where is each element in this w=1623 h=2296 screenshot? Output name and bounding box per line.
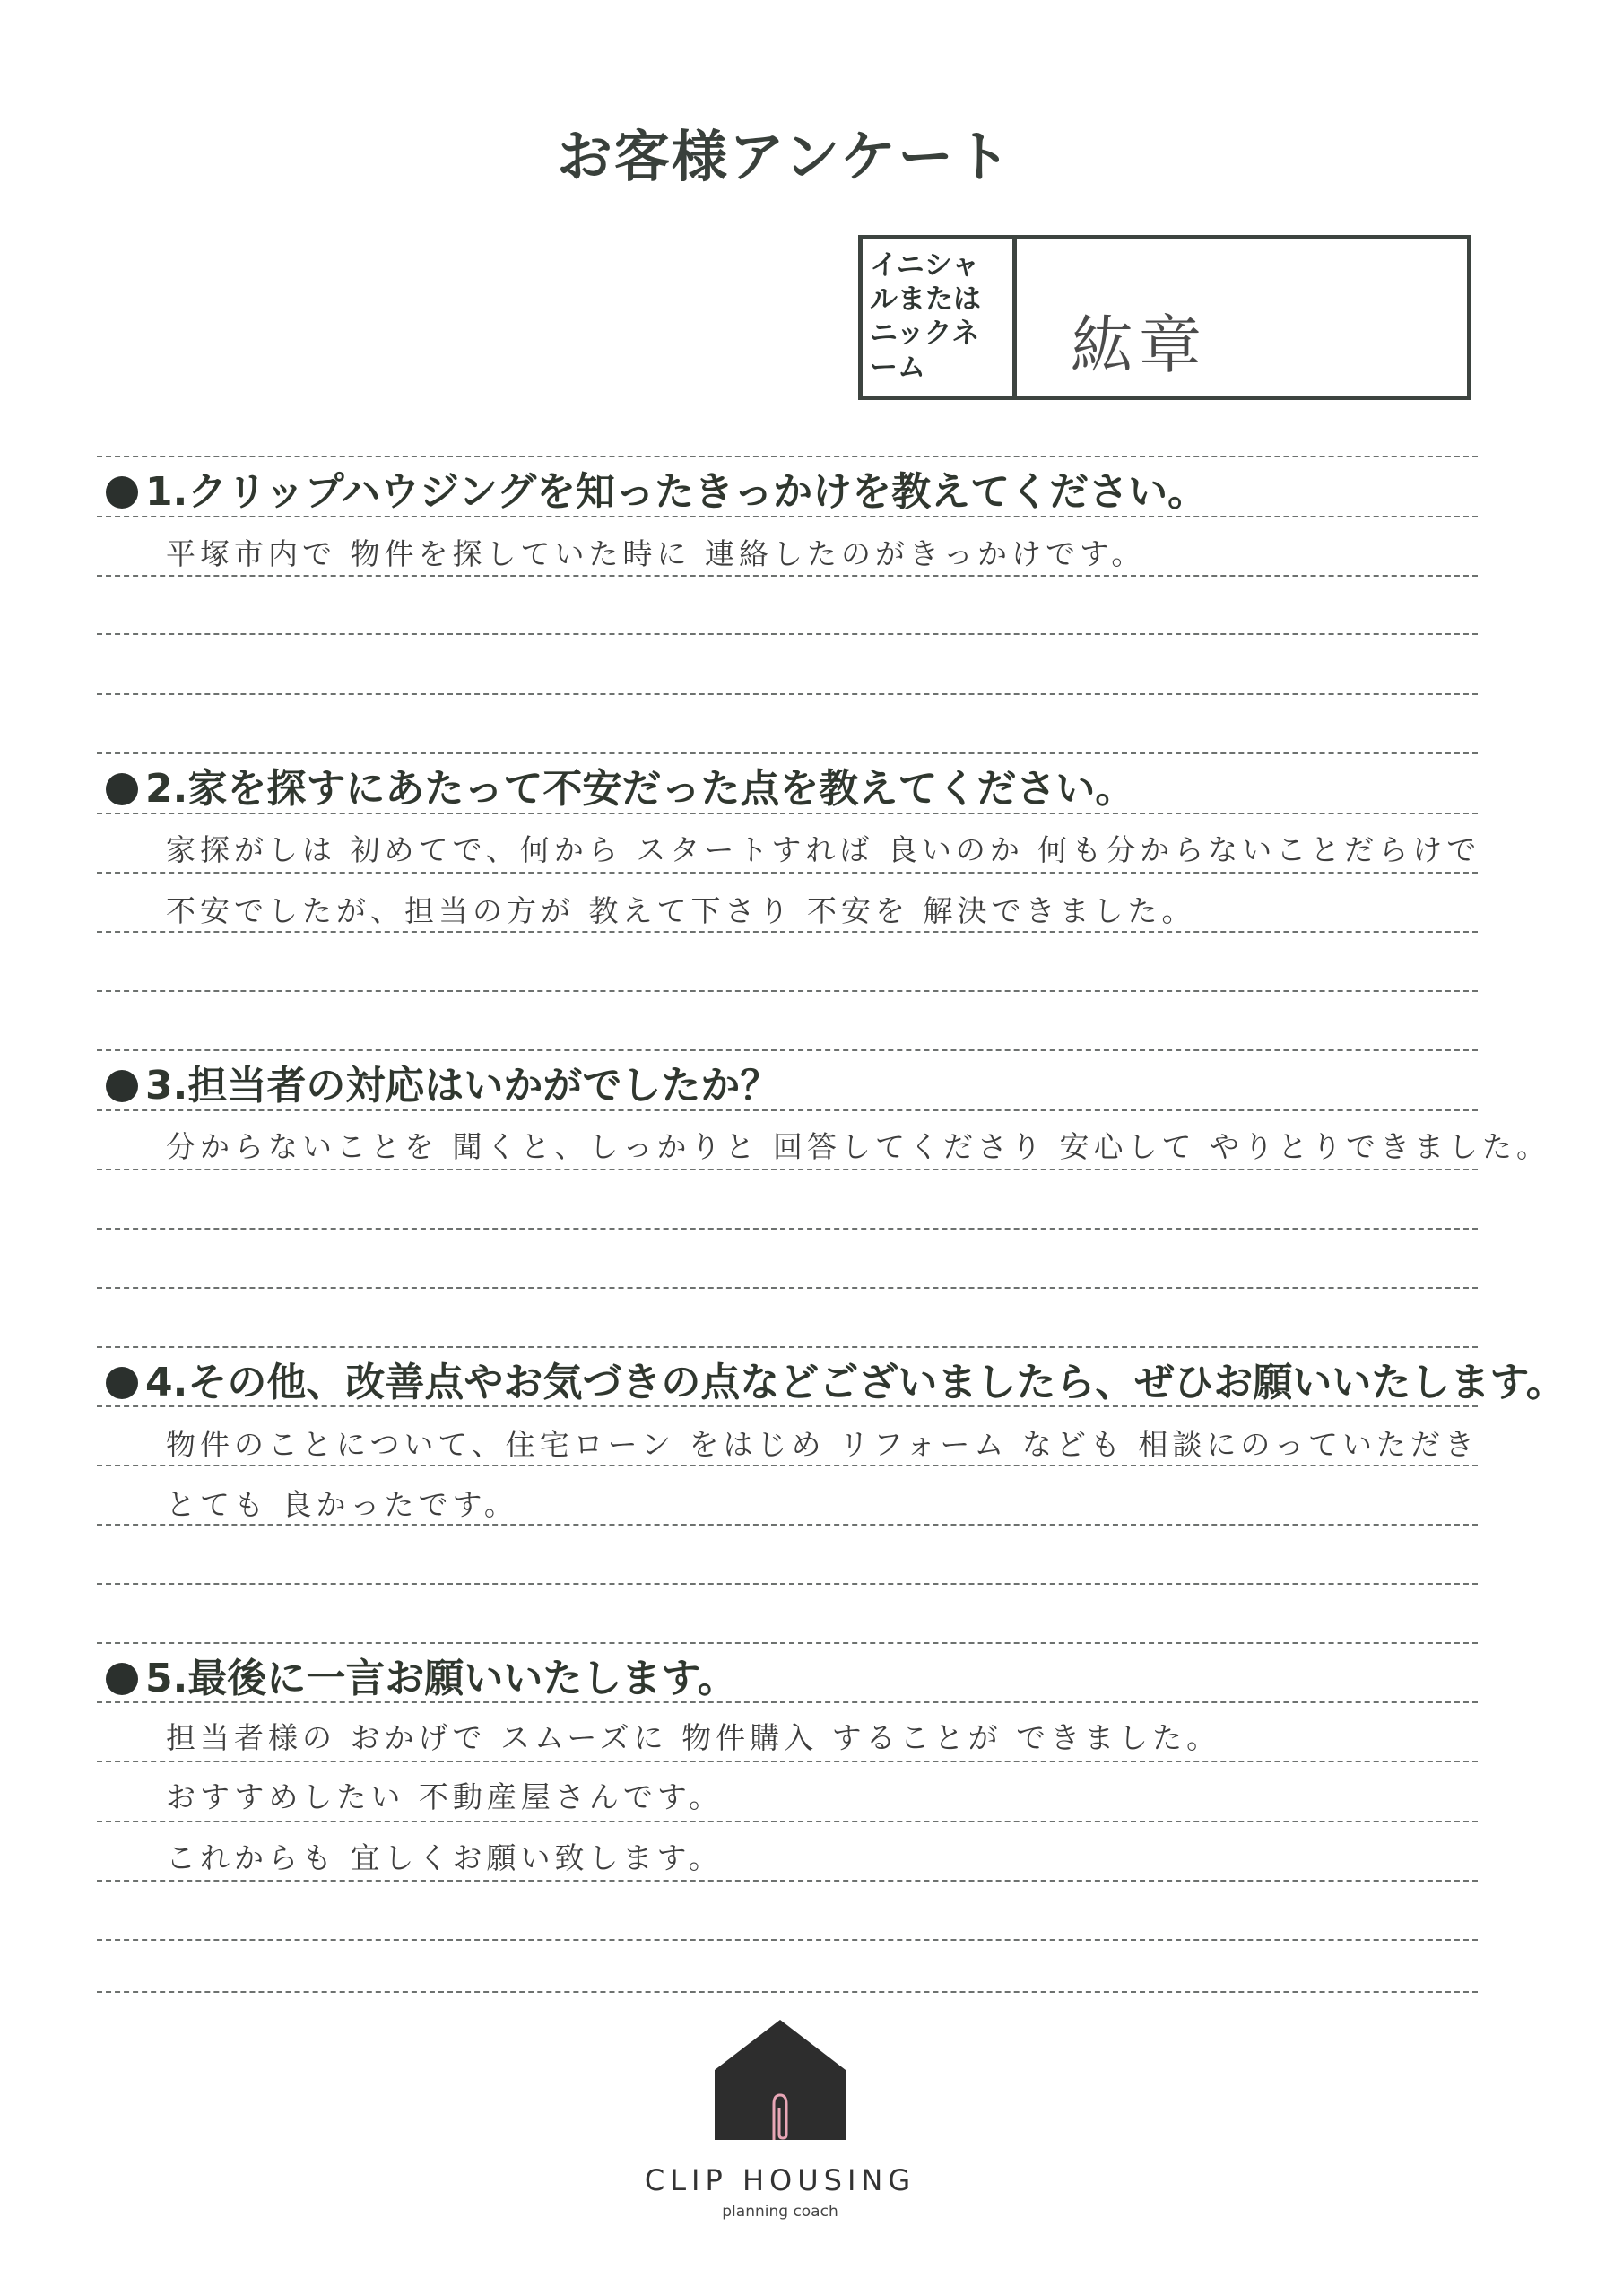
name-box: [858, 235, 1471, 400]
question-1-text: 1.クリップハウジングを知ったきっかけを教えてください。: [145, 469, 1208, 515]
dashed-rule: [97, 1701, 1478, 1703]
answer-1-line-1: 平塚市内で 物件を探していた時に 連絡したのがきっかけです。: [166, 536, 1146, 571]
bullet-icon: [106, 1070, 138, 1102]
dashed-rule: [97, 1821, 1478, 1822]
dashed-rule: [97, 1761, 1478, 1762]
answer-5-line-2: おすすめしたい 不動産屋さんです。: [166, 1779, 724, 1814]
answer-3-line-1: 分からないことを 聞くと、しっかりと 回答してくださり 安心して やりとりできました。: [166, 1129, 1550, 1164]
dashed-rule: [97, 1465, 1478, 1466]
dashed-rule: [97, 1049, 1478, 1051]
dashed-rule: [97, 456, 1478, 457]
bullet-icon: [106, 1663, 138, 1695]
page-title: お客様アンケート: [556, 124, 1013, 189]
question-4-text: 4.その他、改善点やお気づきの点などございましたら、ぜひお願いいたします。: [145, 1360, 1566, 1405]
dashed-rule: [97, 931, 1478, 933]
bullet-icon: [106, 1367, 138, 1399]
dashed-rule: [97, 872, 1478, 874]
answer-4-line-2: とても 良かったです。: [166, 1487, 518, 1522]
answer-5-line-3: これからも 宜しくお願い致します。: [166, 1840, 723, 1875]
dashed-rule: [97, 752, 1478, 754]
dashed-rule: [97, 693, 1478, 695]
dashed-rule: [97, 1346, 1478, 1348]
question-3: [106, 1053, 779, 1110]
name-value: 紘章: [1071, 309, 1207, 382]
name-label: イニシャルまたはニックネーム: [863, 239, 1017, 396]
dashed-rule: [97, 1405, 1478, 1407]
question-4: [106, 1350, 1566, 1407]
answer-5-line-1: 担当者様の おかげで スムーズに 物件購入 することが できました。: [166, 1720, 1221, 1755]
bullet-icon: [106, 476, 138, 509]
answer-4-line-1: 物件のことについて、住宅ローン をはじめ リフォーム なども 相談にのっていただき: [166, 1427, 1479, 1462]
dashed-rule: [97, 1169, 1478, 1170]
dashed-rule: [97, 1228, 1478, 1230]
dashed-rule: [97, 1642, 1478, 1644]
dashed-rule: [97, 1287, 1478, 1289]
dashed-rule: [97, 990, 1478, 992]
clip-housing-logo: [628, 2018, 933, 2221]
question-5: [106, 1646, 737, 1703]
dashed-rule: [97, 1583, 1478, 1585]
dashed-rule: [97, 813, 1478, 814]
dashed-rule: [97, 516, 1478, 517]
dashed-rule: [97, 1524, 1478, 1526]
question-5-text: 5.最後に一言お願いいたします。: [145, 1656, 737, 1701]
answer-2-line-1: 家探がしは 初めてで、何から スタートすれば 良いのか 何も分からないことだらけで: [166, 832, 1481, 867]
bullet-icon: [106, 773, 138, 805]
question-2: [106, 756, 1134, 813]
dashed-rule: [97, 1939, 1478, 1941]
question-3-text: 3.担当者の対応はいかがでしたか？: [145, 1063, 780, 1109]
question-1: [106, 459, 1207, 517]
dashed-rule: [97, 575, 1478, 577]
logo-name: CLIP HOUSING: [644, 2163, 916, 2197]
house-icon: [713, 2018, 847, 2140]
question-2-text: 2.家を探すにあたって不安だった点を教えてください。: [145, 766, 1135, 812]
logo-tagline: planning coach: [722, 2203, 838, 2221]
dashed-rule: [97, 1991, 1478, 1993]
dashed-rule: [97, 633, 1478, 635]
dashed-rule: [97, 1109, 1478, 1111]
answer-2-line-2: 不安でしたが、担当の方が 教えて下さり 不安を 解決できました。: [166, 893, 1196, 928]
dashed-rule: [97, 1880, 1478, 1882]
